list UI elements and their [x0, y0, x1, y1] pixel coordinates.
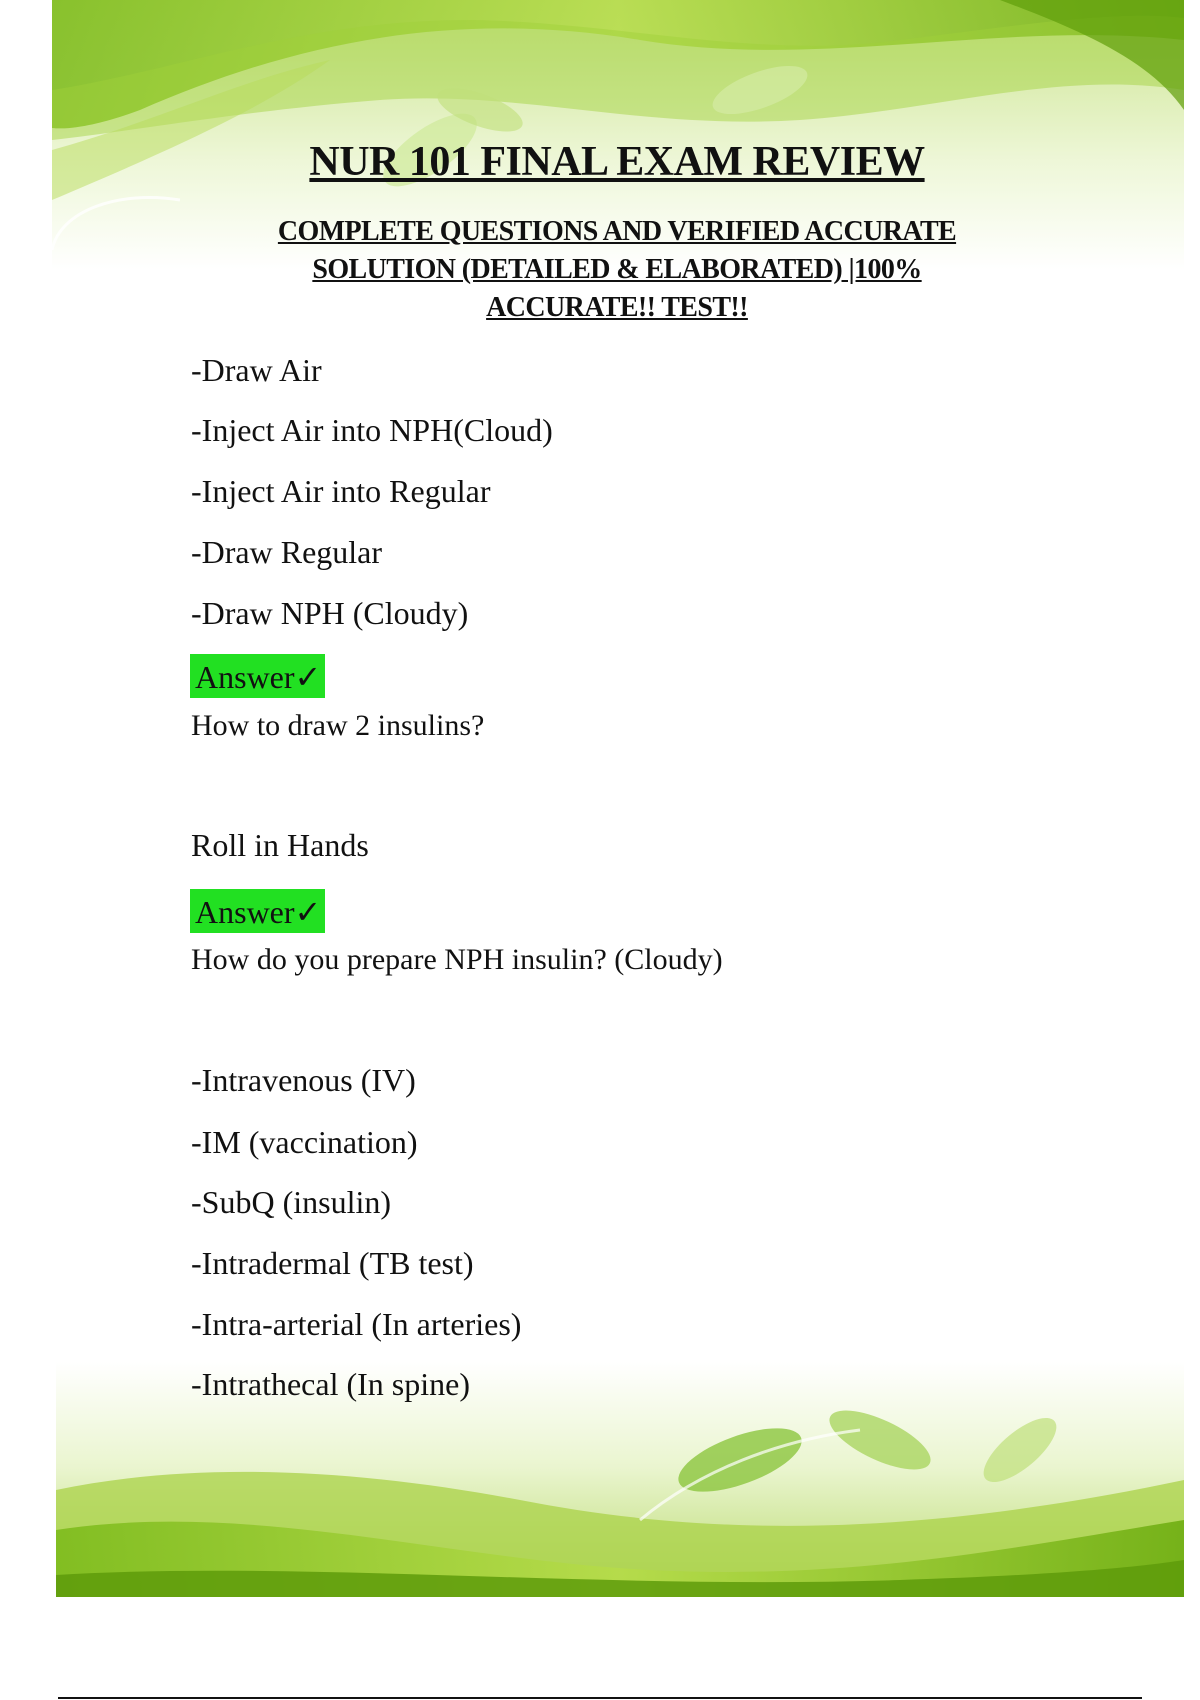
- footer-divider: [58, 1697, 1142, 1699]
- answer-badge: Answer✓: [190, 889, 325, 933]
- list-item: -Draw Regular: [191, 534, 383, 570]
- list-item: -SubQ (insulin): [191, 1184, 391, 1220]
- list-item: -Draw NPH (Cloudy): [191, 595, 469, 631]
- list-item: -Intradermal (TB test): [191, 1245, 474, 1281]
- list-item: -Intravenous (IV): [191, 1062, 416, 1098]
- page-title: NUR 101 FINAL EXAM REVIEW: [309, 139, 925, 185]
- list-item: -Inject Air into Regular: [191, 473, 491, 509]
- question-text: How to draw 2 insulins?: [191, 709, 485, 742]
- list-item: -Draw Air: [191, 352, 322, 388]
- list-item: -Intrathecal (In spine): [191, 1366, 470, 1402]
- answer-badge: Answer✓: [190, 654, 325, 698]
- list-item: -IM (vaccination): [191, 1124, 418, 1160]
- list-item: Roll in Hands: [191, 827, 369, 863]
- question-text: How do you prepare NPH insulin? (Cloudy): [191, 943, 723, 976]
- page-subtitle: COMPLETE QUESTIONS AND VERIFIED ACCURATE SOLUTION (DETAILED & ELABORATED) |100% ACCURATE!! TEST!!: [277, 216, 957, 323]
- list-item: -Inject Air into NPH(Cloud): [191, 412, 553, 448]
- list-item: -Intra-arterial (In arteries): [191, 1306, 522, 1342]
